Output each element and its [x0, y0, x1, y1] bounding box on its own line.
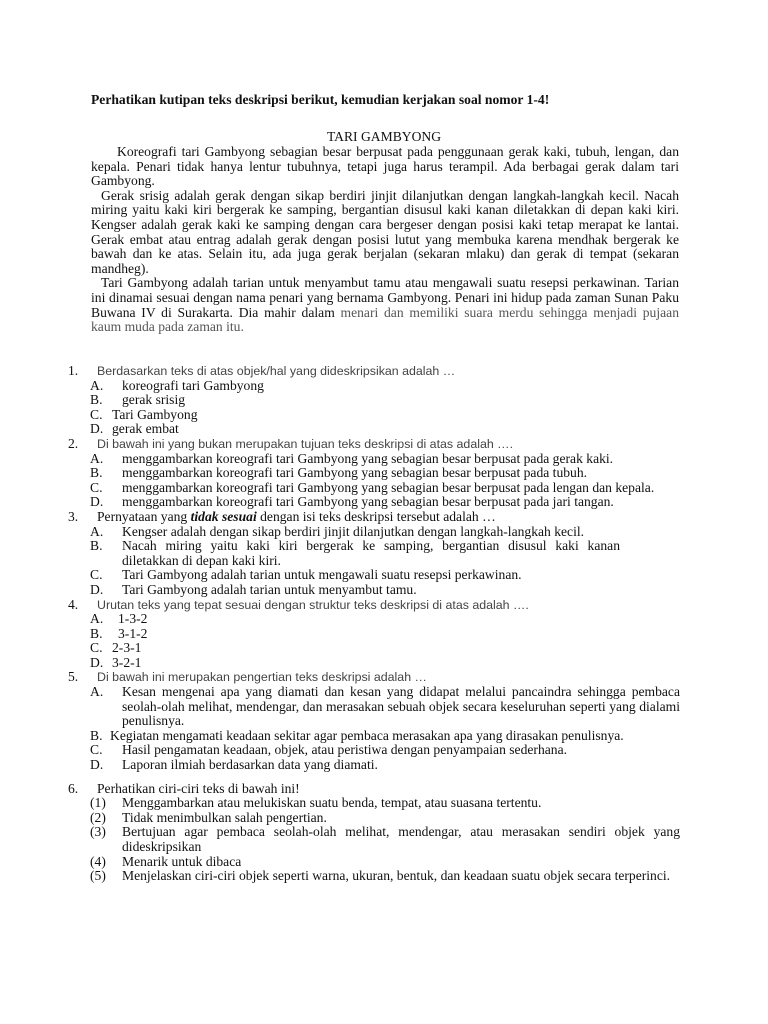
option[interactable]: [68, 743, 680, 758]
passage: [91, 145, 679, 335]
list-item-text: Bertujuan agar pembaca seolah-olah melihat, mendengar, atau merasakan sendiri objek yang dideskripsikan: [122, 824, 680, 854]
option-text: Nacah miring yaitu kaki kiri bergerak ke samping, bergantian disusul kaki kanan diletakkan di depan kaki kiri.: [122, 538, 620, 568]
option-label: B.: [90, 465, 103, 481]
option[interactable]: [68, 641, 680, 656]
passage-paragraph-1: Koreografi tari Gambyong sebagian besar berpusat pada penggunaan gerak kaki, tubuh, lengan, dan kepala. Penari tidak hanya lentur tubuhnya, tetapi juga harus terampil. Ada berbagai gerak dalam tari Gambyong.: [91, 144, 679, 189]
option[interactable]: [68, 408, 680, 423]
list-item: [68, 869, 680, 884]
list-item-text: Menggambarkan atau melukiskan suatu benda, tempat, atau suasana tertentu.: [122, 795, 542, 811]
question-2: [68, 437, 680, 510]
passage-paragraph-3: [91, 276, 679, 334]
question-text: Berdasarkan teks di atas objek/hal yang dideskripsikan adalah …: [97, 364, 456, 378]
option[interactable]: [68, 393, 680, 408]
question-5: [68, 670, 680, 772]
option-text: Tari Gambyong adalah tarian untuk mengawali suatu resepsi perkawinan.: [122, 567, 522, 583]
option-text: Tari Gambyong: [112, 406, 198, 422]
option[interactable]: [68, 729, 680, 744]
option-text: 2-3-1: [112, 640, 142, 656]
passage-title: TARI GAMBYONG: [326, 129, 442, 144]
question-1: [68, 364, 680, 437]
option-label: B.: [90, 392, 103, 408]
option[interactable]: [68, 583, 680, 598]
list-item-text: Menarik untuk dibaca: [122, 853, 242, 869]
question-number: 4.: [68, 596, 79, 612]
option-text: menggambarkan koreografi tari Gambyong yang sebagian besar berpusat pada gerak kaki.: [122, 450, 614, 466]
option[interactable]: [68, 568, 680, 583]
option[interactable]: [68, 495, 680, 510]
option[interactable]: [68, 525, 680, 540]
question-text: Di bawah ini merupakan pengertian teks deskripsi adalah …: [97, 670, 427, 685]
option-text: Tari Gambyong adalah tarian untuk menyambut tamu.: [122, 581, 417, 597]
option-text: gerak embat: [112, 421, 179, 437]
option[interactable]: [68, 685, 680, 729]
option-label: D.: [90, 757, 104, 773]
option[interactable]: [68, 379, 680, 394]
option-label: D.: [90, 421, 104, 437]
list-item: [68, 811, 680, 826]
list-item-label: (2): [90, 809, 106, 825]
list-item-text: Menjelaskan ciri-ciri objek seperti warna, ukuran, bentuk, dan keadaan suatu objek secara terperinci.: [122, 868, 671, 884]
question-number: 5.: [68, 669, 79, 685]
option-label: B.: [90, 727, 103, 743]
instruction-heading: Perhatikan kutipan teks deskripsi berikut, kemudian kerjakan soal nomor 1-4!: [91, 92, 550, 107]
list-item-label: (5): [90, 868, 106, 884]
question-6: [68, 782, 680, 884]
question-text-pre: Pernyataan yang: [97, 508, 191, 524]
list-item: [68, 825, 680, 854]
option-text: koreografi tari Gambyong: [122, 377, 264, 393]
option-text: gerak srisig: [122, 392, 186, 408]
list-item-label: (3): [90, 824, 106, 840]
option-label: B.: [90, 625, 103, 641]
list-item-text: Tidak menimbulkan salah pengertian.: [122, 809, 327, 825]
option-label: D.: [90, 494, 104, 510]
option[interactable]: [68, 656, 680, 671]
option[interactable]: [68, 481, 680, 496]
option-label: A.: [90, 450, 104, 466]
option-label: C.: [90, 742, 103, 758]
option-label: C.: [90, 640, 103, 656]
option-text: Kengser adalah dengan sikap berdiri jinjit dilanjutkan dengan langkah-langkah kecil.: [122, 523, 585, 539]
passage-paragraph-2: Gerak srisig adalah gerak dengan sikap berdiri jinjit dilanjutkan dengan langkah-langkah kecil. Nacah miring yaitu kaki kiri bergerak ke samping, bergantian disusul kaki kanan diletakkan di depan kaki kiri. Kengser adalah gerak kaki ke samping dengan cara bergeser dengan posisi kaki tetap merapat ke lantai. Gerak embat atau entrag adalah gerak dengan posisi lutut yang membuka karena mendhak bergerak ke bawah dan ke atas. Selain itu, ada juga gerak berjalan (sekaran mlaku) dan gerak di tempat (sekaran mandheg).: [91, 187, 679, 276]
option[interactable]: [68, 452, 680, 467]
passage-paragraph-3-main: Tari Gambyong adalah tarian untuk menyambut tamu atau mengawali suatu resepsi perkawinan. Tarian ini dinamai sesuai dengan nama penari yang bernama Gambyong. Penari ini hidup pada zaman Sunan Paku Buwana IV di Surakarta. Dia mahir dalam: [91, 275, 679, 320]
question-4: [68, 598, 680, 671]
question-text-post: dengan isi teks deskripsi tersebut adalah …: [256, 508, 496, 524]
option-text: menggambarkan koreografi tari Gambyong yang sebagian besar berpusat pada jari tangan.: [122, 494, 614, 510]
option-label: C.: [90, 406, 103, 422]
option-text: Kegiatan mengamati keadaan sekitar agar pembaca merasakan apa yang dirasakan penulisnya.: [110, 727, 624, 743]
option-text: Laporan ilmiah berdasarkan data yang diamati.: [122, 757, 378, 773]
question-number: 1.: [68, 363, 79, 378]
question-text: Di bawah ini yang bukan merupakan tujuan teks deskripsi di atas adalah ….: [97, 436, 514, 451]
question-text: Urutan teks yang tepat sesuai dengan struktur teks deskripsi di atas adalah ….: [97, 597, 529, 612]
option-text: 1-3-2: [118, 611, 148, 627]
option-label: D.: [90, 654, 104, 670]
option-text: 3-2-1: [112, 654, 142, 670]
option-label: A.: [90, 684, 104, 700]
option[interactable]: [68, 422, 680, 437]
question-text: [97, 510, 680, 525]
option[interactable]: [68, 758, 680, 773]
question-number: 6.: [68, 780, 79, 796]
list-item: [68, 855, 680, 870]
option-text: menggambarkan koreografi tari Gambyong yang sebagian besar berpusat pada tubuh.: [122, 465, 588, 481]
option-label: C.: [90, 479, 103, 495]
list-item: [68, 796, 680, 811]
question-number: 2.: [68, 435, 79, 451]
option-text: 3-1-2: [118, 625, 148, 641]
option-label: A.: [90, 377, 104, 393]
question-number: 3.: [68, 508, 79, 524]
option-label: A.: [90, 523, 104, 539]
questions-list: [68, 364, 680, 884]
option-text: Hasil pengamatan keadaan, objek, atau peristiwa dengan penyampaian sederhana.: [122, 742, 568, 758]
passage-paragraph-3-gray: menari dan memiliki suara merdu sehingga menjadi pujaan kaum muda pada zaman itu.: [91, 304, 679, 335]
option-text: menggambarkan koreografi tari Gambyong yang sebagian besar berpusat pada lengan dan kepala.: [122, 479, 655, 495]
list-item-label: (1): [90, 795, 106, 811]
option-label: A.: [90, 611, 104, 627]
option[interactable]: [68, 627, 680, 642]
option[interactable]: [68, 539, 680, 568]
question-text-emphasis: tidak sesuai: [190, 508, 257, 524]
question-3: [68, 510, 680, 598]
option-label: B.: [90, 538, 103, 554]
option[interactable]: [68, 612, 680, 627]
option-label: C.: [90, 567, 103, 583]
option-label: D.: [90, 581, 104, 597]
option-text: Kesan mengenai apa yang diamati dan kesan yang didapat melalui pancaindra sehingga pembaca seolah-olah melihat, mendengar, dan merasakan sebuah objek secara keseluruhan seperti yang dialami penulisnya.: [122, 684, 680, 729]
option[interactable]: [68, 466, 680, 481]
list-item-label: (4): [90, 853, 106, 869]
question-text: Perhatikan ciri-ciri teks di bawah ini!: [97, 780, 300, 796]
